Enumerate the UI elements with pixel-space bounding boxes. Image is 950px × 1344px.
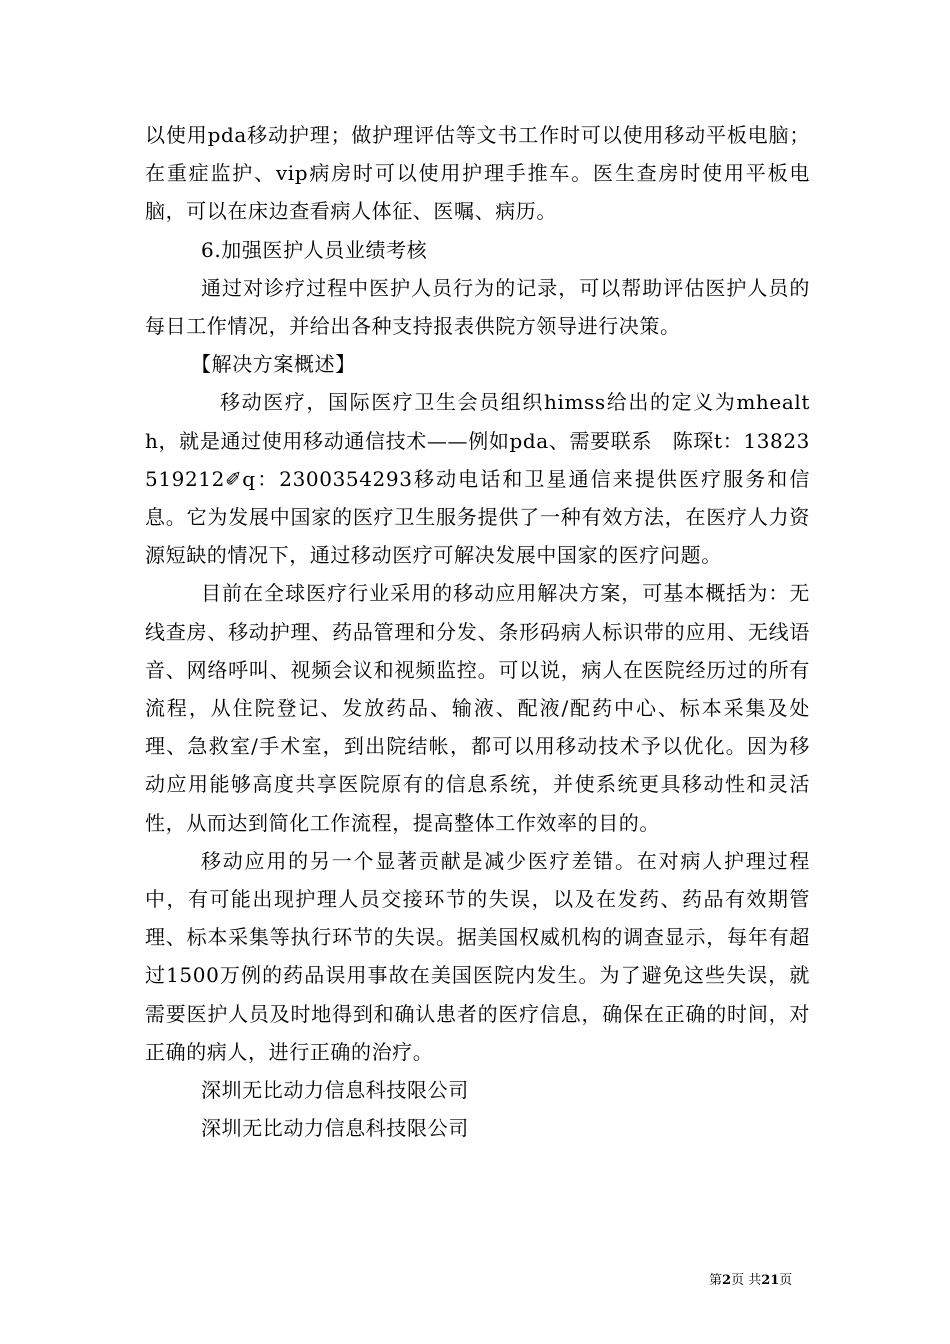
- company-name-line: 深圳无比动力信息科技限公司: [201, 1116, 469, 1141]
- current-page-number: 2: [722, 1273, 732, 1288]
- footer-middle: 页 共: [731, 1273, 762, 1288]
- total-page-count: 21: [761, 1273, 780, 1288]
- footer-prefix: 第: [709, 1273, 723, 1288]
- company-name-line: 深圳无比动力信息科技限公司: [201, 1078, 469, 1103]
- section-heading-6: 6.加强医护人员业绩考核: [201, 237, 428, 262]
- paragraph-performance: 通过对诊疗过程中医护人员行为的记录，可以帮助评估医护人员的每日工作情况，并给出各种支持报表供院方领导进行决策。: [145, 275, 810, 339]
- paragraph-global-solutions: 目前在全球医疗行业采用的移动应用解决方案，可基本概括为：无线查房、移动护理、药品管理和分发、条形码病人标识带的应用、无线语音、网络呼叫、视频会议和视频监控。可以说，病人在医院经历过的所有流程，从住院登记、发放药品、输液、配液/配药中心、标本采集及处理、急救室/手术室，到出院结帐，都可以用移动技术予以优化。因为移动应用能够高度共享医院原有的信息系统，并使系统更具移动性和灵活性，从而达到简化工作流程，提高整体工作效率的目的。: [145, 581, 810, 835]
- paragraph-reduce-errors: 移动应用的另一个显著贡献是减少医疗差错。在对病人护理过程中，有可能出现护理人员交接环节的失误，以及在发药、药品有效期管理、标本采集等执行环节的失误。据美国权威机构的调查显示，每年有超过1500万例的药品误用事故在美国医院内发生。为了避免这些失误，就需要医护人员及时地得到和确认患者的医疗信息，确保在正确的时间，对正确的病人，进行正确的治疗。: [145, 848, 810, 1064]
- footer-suffix: 页: [779, 1273, 793, 1288]
- paragraph-mhealth-definition: 移动医疗，国际医疗卫生会员组织himss给出的定义为mhealth，就是通过使用移动通信技术——例如pda、需要联系 陈琛t：13823519212✐q：2300354293移动电话和卫星通信来提供医疗服务和信息。它为发展中国家的医疗卫生服务提供了一种有效方法，在医疗人力资源短缺的情况下，通过移动医疗可解决发展中国家的医疗问题。: [145, 390, 810, 568]
- page-number-footer: [709, 1273, 792, 1289]
- body-text: [145, 116, 810, 1147]
- section-heading-solution-overview: 【解决方案概述】: [191, 352, 356, 377]
- paragraph-continuation: 以使用pda移动护理；做护理评估等文书工作时可以使用移动平板电脑；在重症监护、vip病房时可以使用护理手推车。医生查房时使用平板电脑，可以在床边查看病人体征、医嘱、病历。: [145, 123, 810, 224]
